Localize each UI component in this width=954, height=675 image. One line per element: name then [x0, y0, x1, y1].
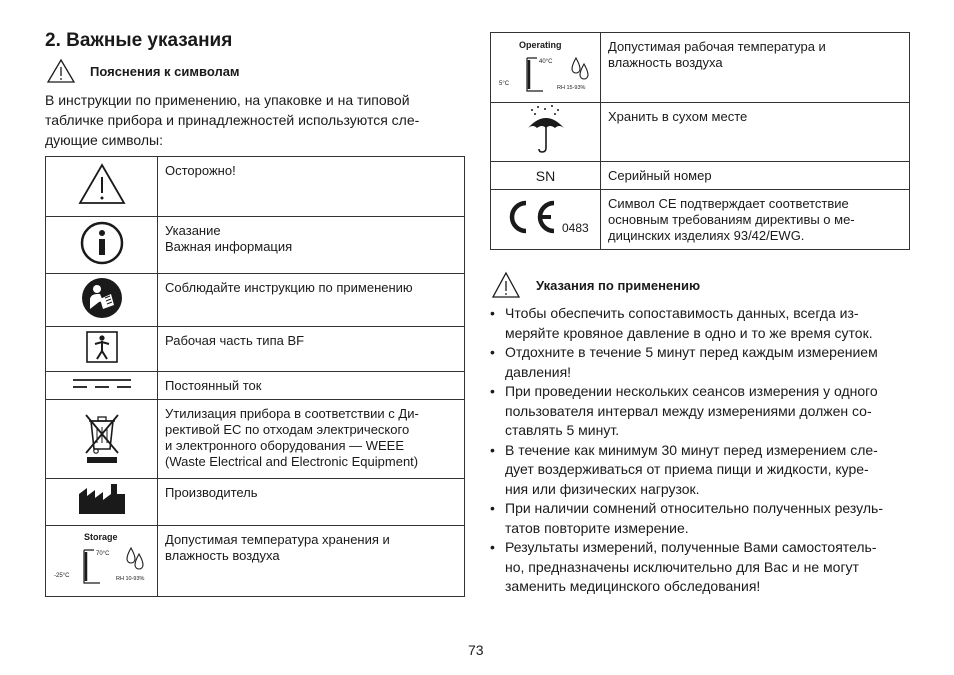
- symbols-heading: Пояснения к символам: [90, 64, 240, 79]
- table-row: [491, 162, 910, 190]
- row-text: Осторожно!: [165, 163, 236, 178]
- intro-line: В инструкции по применению, на упаковке и на типовой: [45, 92, 410, 108]
- row-text: Постоянный ток: [165, 378, 262, 393]
- list-line: заменить медицинского обследования!: [505, 578, 761, 594]
- storage-temp-low: -25°C: [53, 572, 69, 579]
- intro-paragraph: [45, 90, 465, 150]
- row-text: Допустимая температура хранения и: [165, 532, 390, 547]
- warning-triangle-icon: [46, 157, 158, 217]
- table-row: [46, 479, 465, 526]
- row-text: Важная информация: [165, 239, 293, 254]
- list-line: ставлять 5 минут.: [505, 422, 620, 438]
- storage-label: Storage: [83, 531, 118, 542]
- list-line: • При проведении нескольких сеансов измерения у одного: [505, 383, 878, 399]
- row-text: Допустимая рабочая температура и: [608, 39, 826, 54]
- list-item: [490, 538, 910, 597]
- operating-temp-low: 5°C: [498, 81, 509, 87]
- keep-dry-icon: [491, 103, 601, 162]
- table-row: [46, 372, 465, 400]
- list-line: пользователя интервал между измерениями должен со-: [505, 402, 872, 419]
- symbols-table-left: [45, 156, 465, 597]
- row-text: Указание: [165, 223, 221, 238]
- info-icon: [46, 217, 158, 274]
- table-row: [46, 217, 465, 274]
- storage-rh: RH 10-93%: [115, 575, 144, 582]
- row-text: Соблюдайте инструкцию по применению: [165, 280, 413, 295]
- row-text: Утилизация прибора в соответствии с Ди-: [165, 406, 419, 421]
- row-text: влажность воздуха: [165, 548, 280, 563]
- row-text: Производитель: [165, 485, 258, 500]
- manufacturer-icon: [46, 479, 158, 526]
- read-manual-icon: [46, 274, 158, 327]
- row-text: Хранить в сухом месте: [608, 109, 748, 124]
- usage-heading-warning-icon: [491, 271, 521, 304]
- list-line: меряйте кровяное давление в одно и то же время суток.: [505, 324, 873, 341]
- type-bf-icon: [46, 327, 158, 372]
- list-line: дует воздерживаться от приема пищи и жидкости, куре-: [505, 461, 869, 477]
- list-line: • При наличии сомнений относительно полученных резуль-: [505, 500, 883, 516]
- row-text: Символ CE подтверждает соответствие: [608, 196, 849, 211]
- section-title: 2. Важные указания: [45, 30, 233, 51]
- page-number: 73: [468, 642, 484, 658]
- intro-line: дующие символы:: [45, 132, 164, 148]
- ce-mark-icon: [491, 190, 601, 250]
- usage-heading: Указания по применению: [536, 278, 701, 293]
- operating-temp-high: 40°C: [538, 59, 552, 65]
- intro-line: табличке прибора и принадлежностей используются сле-: [45, 112, 420, 128]
- weee-bin-icon: [46, 400, 158, 479]
- list-line: татов повторите измерение.: [505, 519, 689, 536]
- table-row: [46, 526, 465, 597]
- list-item: [490, 343, 910, 382]
- table-row: [491, 103, 910, 162]
- operating-rh: RH 15-93%: [556, 85, 585, 91]
- operating-conditions-icon: [491, 33, 601, 103]
- table-row: [46, 327, 465, 372]
- ce-notified-body: 0483: [561, 221, 589, 235]
- row-text: влажность воздуха: [608, 55, 723, 70]
- list-line: ния или физических нагрузок.: [505, 480, 700, 497]
- list-line: • Отдохните в течение 5 минут перед каждым измерением: [505, 344, 878, 360]
- table-row: [491, 190, 910, 250]
- table-row: [46, 400, 465, 479]
- storage-conditions-icon: [46, 526, 158, 597]
- row-text: и электронного оборудования — WEEE: [165, 438, 405, 453]
- list-item: [490, 304, 910, 343]
- serial-number-symbol: SN: [491, 162, 601, 190]
- list-line: давления!: [505, 363, 572, 380]
- row-text: рективой ЕС по отходам электрического: [165, 422, 410, 437]
- table-row: [491, 33, 910, 103]
- list-line: • Чтобы обеспечить сопоставимость данных, всегда из-: [505, 305, 859, 321]
- row-text: Серийный номер: [608, 168, 712, 183]
- list-line: но, предназначены исключительно для Вас и не могут: [505, 558, 859, 575]
- list-line: • В течение как минимум 30 минут перед измерением сле-: [505, 441, 878, 458]
- table-row: [46, 274, 465, 327]
- symbols-table-right: [490, 32, 910, 250]
- row-text: дицинских изделиях 93/42/EWG.: [608, 228, 805, 243]
- table-row: [46, 157, 465, 217]
- operating-label: Operating: [518, 40, 562, 50]
- list-item: [490, 499, 910, 538]
- row-text: основным требованиям директивы о ме-: [608, 212, 855, 227]
- row-text: (Waste Electrical and Electronic Equipment): [165, 454, 419, 469]
- direct-current-icon: [46, 372, 158, 400]
- storage-temp-high: 70°C: [95, 550, 109, 557]
- usage-list: [490, 304, 910, 597]
- list-item: [490, 441, 910, 500]
- row-text: Рабочая часть типа BF: [165, 333, 305, 348]
- symbols-heading-warning-icon: [46, 58, 76, 89]
- list-item: [490, 382, 910, 441]
- list-line: • Результаты измерений, полученные Вами самостоятель-: [505, 539, 877, 555]
